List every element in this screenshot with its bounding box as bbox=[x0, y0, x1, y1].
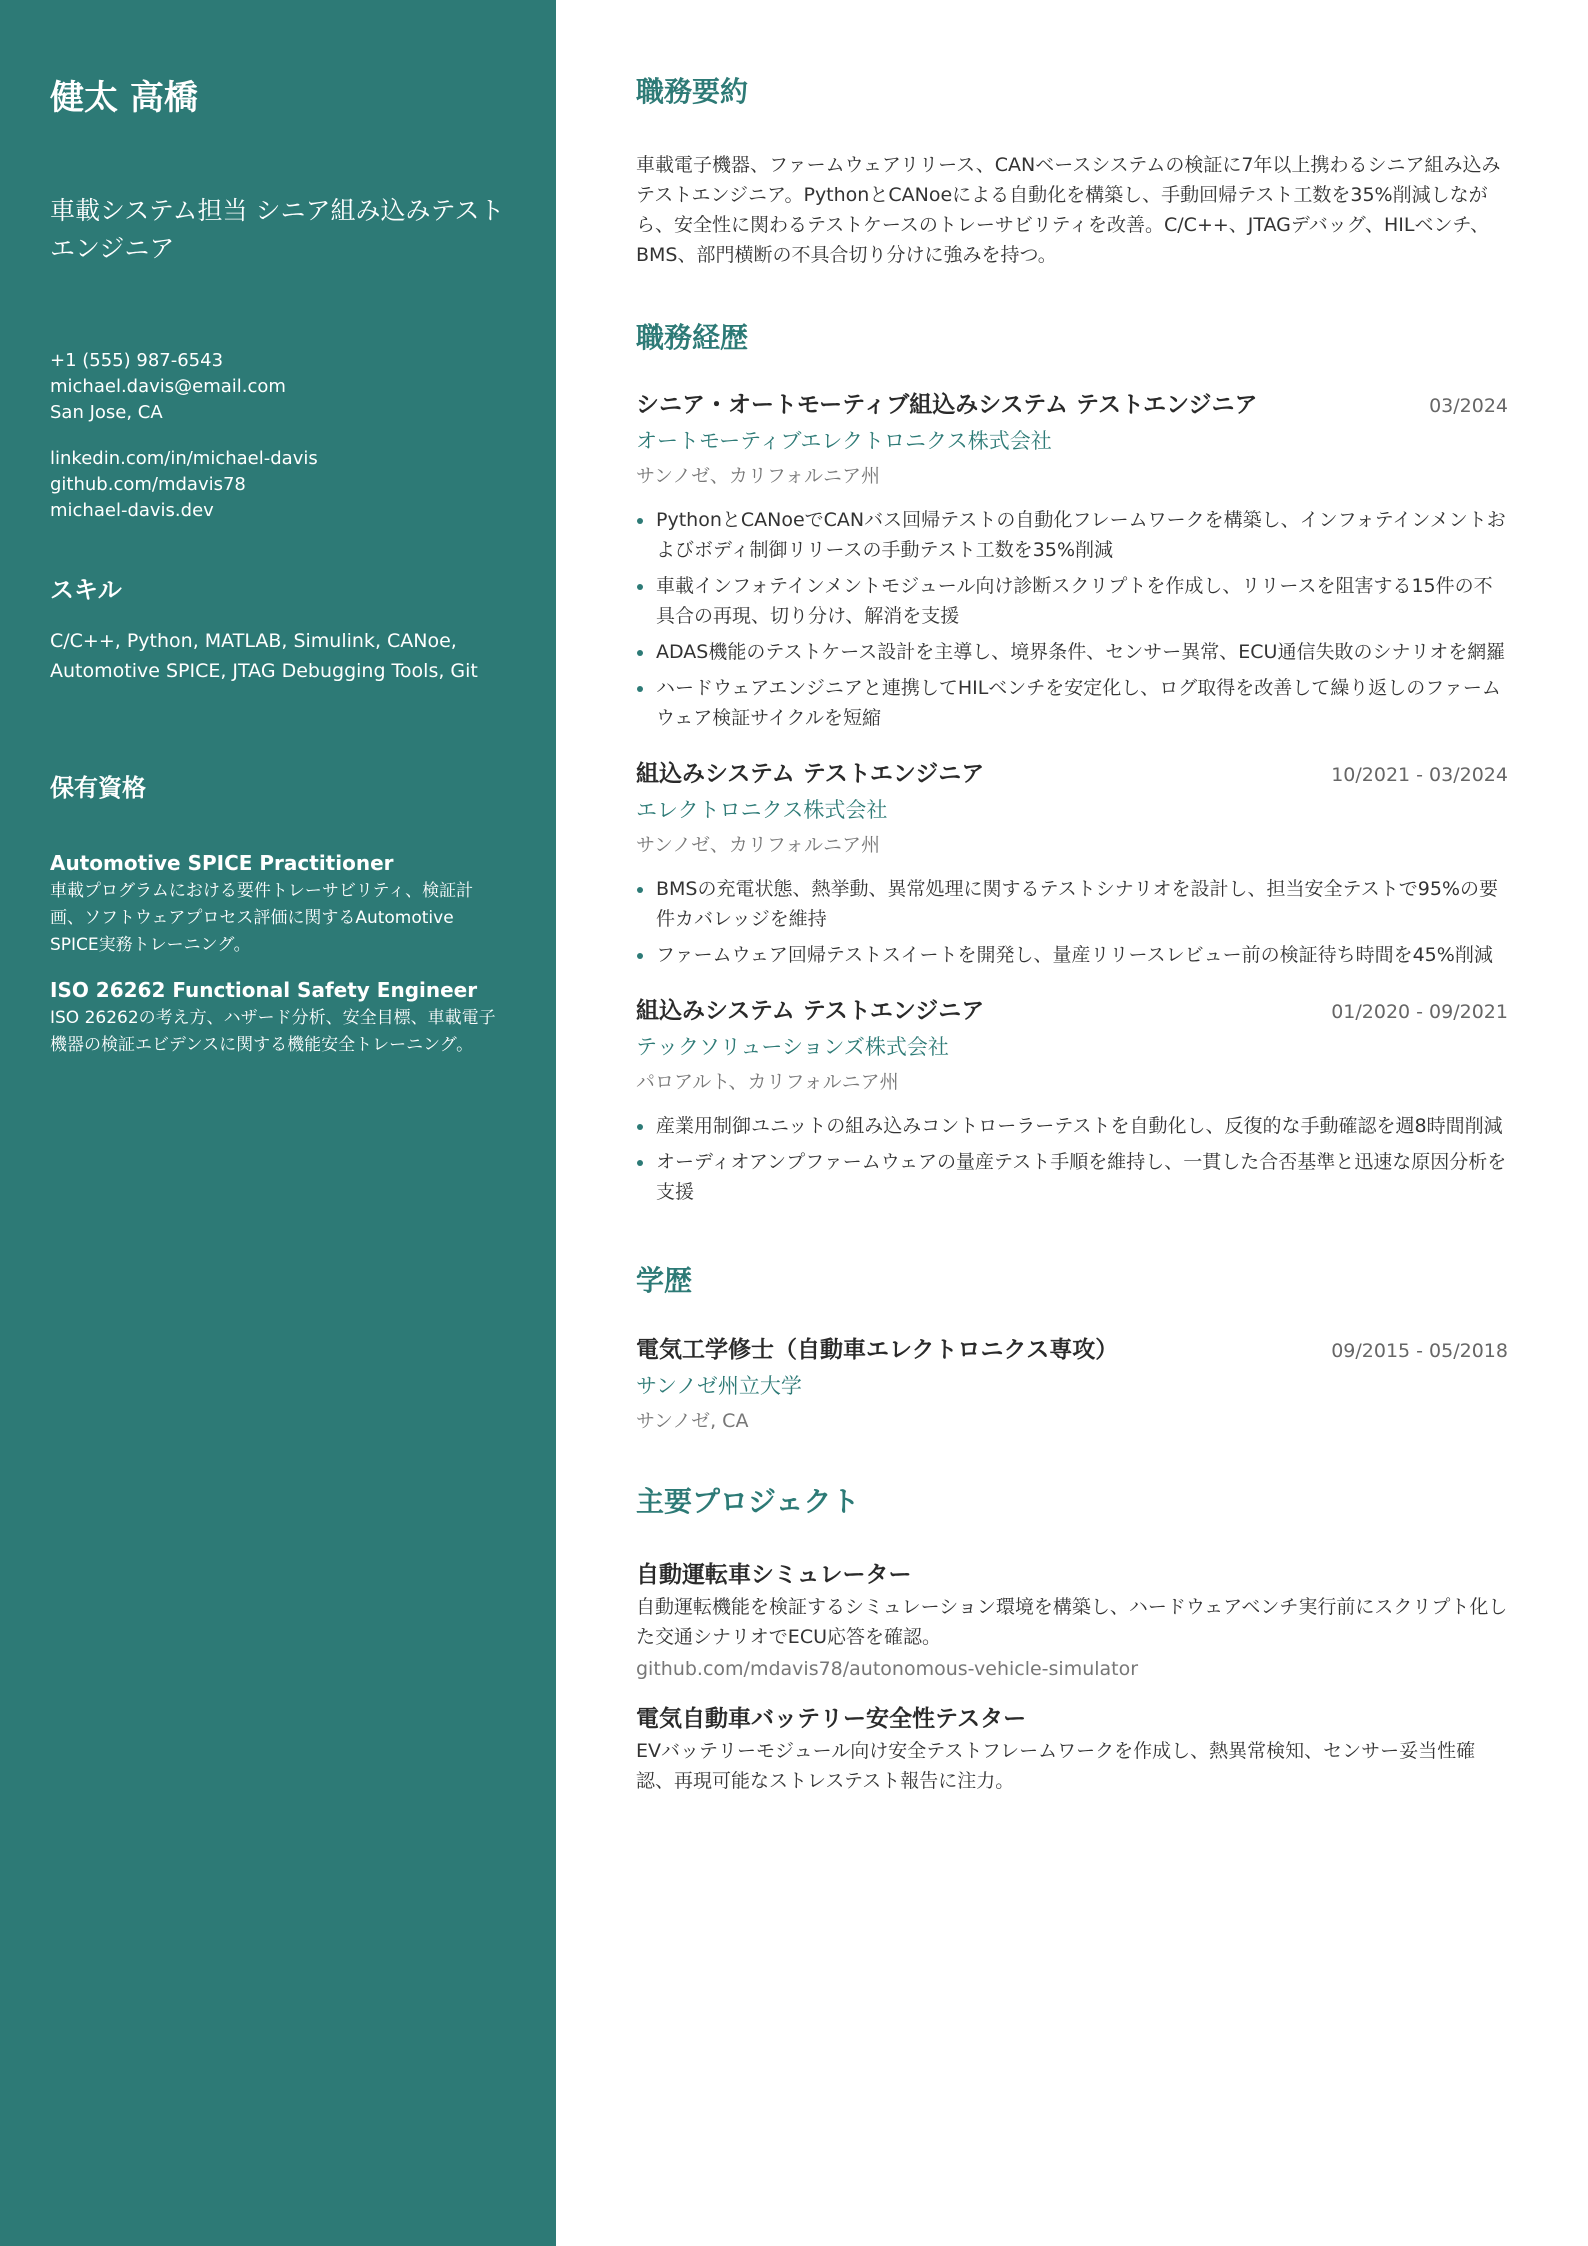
experience-heading: 職務経歴 bbox=[636, 321, 749, 354]
project-entry bbox=[636, 1558, 1508, 1686]
contact-location: San Jose, CA bbox=[50, 402, 163, 423]
project-title: 自動運転車シミュレーター bbox=[636, 1562, 912, 1588]
skills-heading: スキル bbox=[50, 576, 122, 604]
education-date: 09/2015 - 05/2018 bbox=[1331, 1340, 1508, 1362]
job-bullet: PythonとCANoeでCANバス回帰テストの自動化フレームワークを構築し、インフォテインメントおよびボディ制御リリースの手動テスト工数を35%削減 bbox=[636, 505, 1508, 565]
job-entry bbox=[636, 388, 1508, 733]
projects-list bbox=[636, 1558, 1508, 1796]
job-bullet: オーディオアンプファームウェアの量産テスト手順を維持し、一貫した合否基準と迅速な原因分析を支援 bbox=[636, 1147, 1508, 1207]
summary-heading: 職務要約 bbox=[636, 75, 749, 108]
job-company: オートモーティブエレクトロニクス株式会社 bbox=[636, 429, 1052, 453]
project-title: 電気自動車バッテリー安全性テスター bbox=[636, 1706, 1027, 1732]
contact-github[interactable]: github.com/mdavis78 bbox=[50, 474, 246, 495]
certification-item bbox=[50, 975, 506, 1059]
project-desc: 自動運転機能を検証するシミュレーション環境を構築し、ハードウェアベンチ実行前にスクリプト化した交通シナリオでECU応答を確認。 bbox=[636, 1596, 1508, 1648]
education-entry bbox=[636, 1333, 1508, 1438]
job-bullet: ADAS機能のテストケース設計を主導し、境界条件、センサー異常、ECU通信失敗のシナリオを網羅 bbox=[636, 637, 1508, 667]
certifications-list bbox=[50, 848, 506, 1059]
candidate-name: 健太 高橋 bbox=[50, 78, 198, 118]
certification-name: ISO 26262 Functional Safety Engineer bbox=[50, 978, 478, 1002]
education-school: サンノゼ州立大学 bbox=[636, 1374, 802, 1398]
job-bullet: ファームウェア回帰テストスイートを開発し、量産リリースレビュー前の検証待ち時間を45%削減 bbox=[636, 940, 1508, 970]
project-desc: EVバッテリーモジュール向け安全テストフレームワークを作成し、熱異常検知、センサー妥当性確認、再現可能なストレステスト報告に注力。 bbox=[636, 1740, 1476, 1792]
job-location: サンノゼ、カリフォルニア州 bbox=[636, 834, 880, 856]
job-date: 03/2024 bbox=[1429, 395, 1508, 417]
contact-email[interactable]: michael.davis@email.com bbox=[50, 376, 286, 397]
job-bullet: BMSの充電状態、熱挙動、異常処理に関するテストシナリオを設計し、担当安全テストで95%の要件カバレッジを維持 bbox=[636, 874, 1508, 934]
job-bullet: 産業用制御ユニットの組み込みコントローラーテストを自動化し、反復的な手動確認を週8時間削減 bbox=[636, 1111, 1508, 1141]
skills-list: C/C++, Python, MATLAB, Simulink, CANoe, Automotive SPICE, JTAG Debugging Tools, Git bbox=[50, 630, 478, 682]
job-bullets bbox=[636, 1111, 1508, 1207]
contact-linkedin[interactable]: linkedin.com/in/michael-davis bbox=[50, 448, 318, 469]
headline: 車載システム担当 シニア組み込みテストエンジニア bbox=[50, 196, 505, 263]
job-title: 組込みシステム テストエンジニア bbox=[636, 998, 985, 1024]
job-title: 組込みシステム テストエンジニア bbox=[636, 761, 985, 787]
contact-block bbox=[50, 348, 506, 524]
job-bullets bbox=[636, 505, 1508, 733]
contact-gap bbox=[50, 426, 506, 446]
job-date: 01/2020 - 09/2021 bbox=[1331, 1001, 1508, 1023]
education-heading: 学歴 bbox=[636, 1264, 693, 1297]
job-company: テックソリューションズ株式会社 bbox=[636, 1035, 949, 1059]
certification-name: Automotive SPICE Practitioner bbox=[50, 851, 394, 875]
summary-text: 車載電子機器、ファームウェアリリース、CANベースシステムの検証に7年以上携わるシニア組み込みテストエンジニア。PythonとCANoeによる自動化を構築し、手動回帰テスト工数を35%削減しながら、安全性に関わるテストケースのトレーサビリティを改善。C/C++、JTAGデバッグ、HILベンチ、BMS、部門横断の不具合切り分けに強みを持つ。 bbox=[636, 154, 1501, 266]
job-bullet: ハードウェアエンジニアと連携してHILベンチを安定化し、ログ取得を改善して繰り返しのファームウェア検証サイクルを短縮 bbox=[636, 673, 1508, 733]
project-entry bbox=[636, 1702, 1508, 1796]
job-entry bbox=[636, 757, 1508, 970]
job-bullet: 車載インフォテインメントモジュール向け診断スクリプトを作成し、リリースを阻害する15件の不具合の再現、切り分け、解消を支援 bbox=[636, 571, 1508, 631]
certification-desc: 車載プログラムにおける要件トレーサビリティ、検証計画、ソフトウェアプロセス評価に関するAutomotive SPICE実務トレーニング。 bbox=[50, 881, 474, 955]
job-entry bbox=[636, 994, 1508, 1207]
job-company: エレクトロニクス株式会社 bbox=[636, 798, 888, 822]
job-date: 10/2021 - 03/2024 bbox=[1331, 764, 1508, 786]
project-link[interactable]: github.com/mdavis78/autonomous-vehicle-simulator bbox=[636, 1658, 1139, 1680]
certifications-heading: 保有資格 bbox=[50, 774, 146, 802]
job-location: パロアルト、カリフォルニア州 bbox=[636, 1071, 899, 1093]
job-title: シニア・オートモーティブ組込みシステム テストエンジニア bbox=[636, 392, 1258, 418]
job-location: サンノゼ、カリフォルニア州 bbox=[636, 465, 880, 487]
contact-website[interactable]: michael-davis.dev bbox=[50, 500, 214, 521]
education-degree: 電気工学修士（自動車エレクトロニクス専攻） bbox=[636, 1337, 1119, 1363]
certification-item bbox=[50, 848, 506, 959]
projects-heading: 主要プロジェクト bbox=[636, 1485, 860, 1518]
contact-phone: +1 (555) 987-6543 bbox=[50, 350, 224, 371]
main-content bbox=[636, 74, 1508, 1796]
education-location: サンノゼ, CA bbox=[636, 1410, 749, 1432]
sidebar bbox=[0, 0, 556, 2246]
certification-desc: ISO 26262の考え方、ハザード分析、安全目標、車載電子機器の検証エビデンスに関する機能安全トレーニング。 bbox=[50, 1008, 496, 1055]
job-bullets bbox=[636, 874, 1508, 970]
